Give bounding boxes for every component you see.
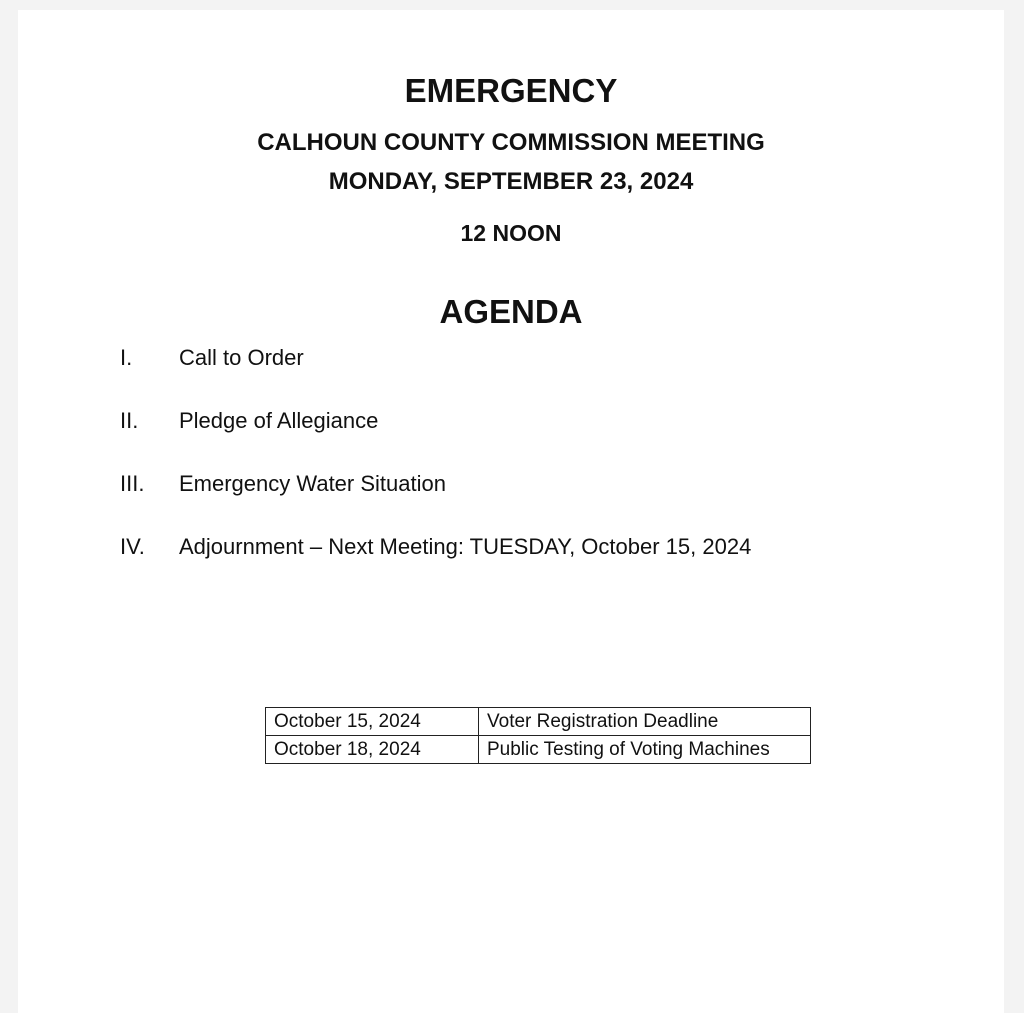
agenda-item-text: Pledge of Allegiance <box>179 408 379 433</box>
agenda-item <box>120 471 446 497</box>
agenda-item-text: Emergency Water Situation <box>179 471 446 496</box>
agenda-heading: AGENDA <box>439 293 583 330</box>
table-cell-date: October 15, 2024 <box>266 708 479 736</box>
important-dates-table <box>265 707 811 764</box>
meeting-date: MONDAY, SEPTEMBER 23, 2024 <box>328 168 694 195</box>
meeting-time: 12 NOON <box>460 220 562 246</box>
document-title: EMERGENCY <box>404 72 618 109</box>
table-cell-event: Voter Registration Deadline <box>479 708 811 736</box>
agenda-item-number: I. <box>120 345 133 370</box>
agenda-item-number: II. <box>120 408 139 433</box>
agenda-item <box>120 408 378 434</box>
table-cell-event: Public Testing of Voting Machines <box>479 736 811 764</box>
document-page <box>18 10 1004 1013</box>
agenda-item <box>120 345 304 371</box>
table-cell-date: October 18, 2024 <box>266 736 479 764</box>
agenda-item-number: IV. <box>120 534 145 559</box>
agenda-item-text: Call to Order <box>179 345 304 370</box>
table-row <box>266 708 811 736</box>
agenda-item-text: Adjournment – Next Meeting: TUESDAY, October 15, 2024 <box>179 534 752 559</box>
agenda-item-number: III. <box>120 471 145 496</box>
agenda-item <box>120 534 751 560</box>
meeting-name: CALHOUN COUNTY COMMISSION MEETING <box>257 129 765 156</box>
table-row <box>266 736 811 764</box>
